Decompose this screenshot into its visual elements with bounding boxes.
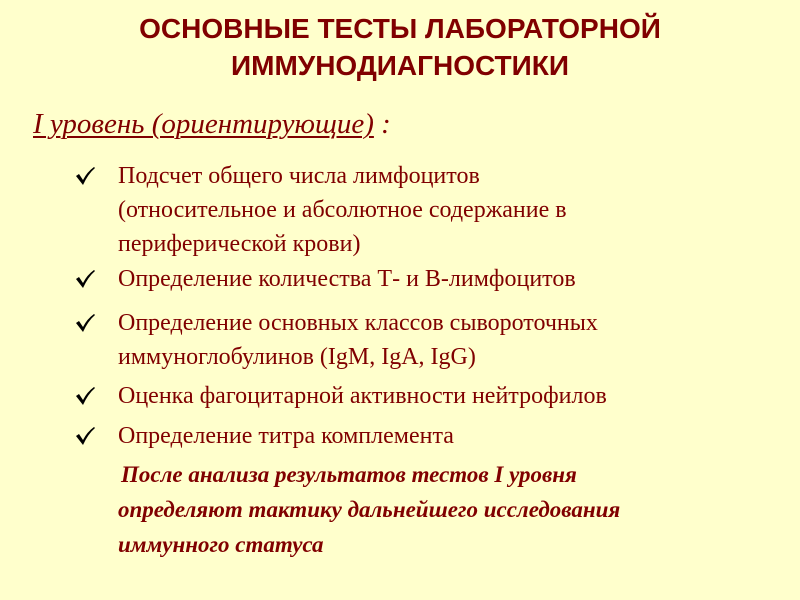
conclusion-line: иммунного статуса [118,532,324,557]
level-heading-label: I уровень (ориентирующие) [33,108,374,140]
conclusion-line: После анализа результатов тестов I уровня [121,462,577,487]
bullet-text [118,306,758,374]
bullet-text [118,419,758,453]
conclusion-line: определяют тактику дальнейшего исследования [118,497,621,522]
checkmark-icon [74,165,96,187]
bullet-line: Определение количества Т- и В-лимфоцитов [118,266,576,292]
bullet-line: (относительное и абсолютное содержание в [118,197,567,223]
checkmark-icon [74,268,96,290]
checkmark-icon [74,425,96,447]
slide-title-line-2: ИММУНОДИАГНОСТИКИ [231,50,569,81]
slide-title-line-1: ОСНОВНЫЕ ТЕСТЫ ЛАБОРАТОРНОЙ [139,13,661,44]
bullet-text [118,262,758,296]
bullet-text [118,159,758,261]
bullet-line: Определение титра комплемента [118,423,454,449]
bullet-text [118,379,758,413]
level-heading-colon: : [373,108,391,140]
checkmark-icon [74,312,96,334]
bullet-line: Определение основных классов сывороточных [118,310,598,336]
bullet-line: Оценка фагоцитарной активности нейтрофилов [118,383,607,409]
bullet-line: Подсчет общего числа лимфоцитов [118,163,480,189]
bullet-line: иммуноглобулинов (IgM, IgA, IgG) [118,344,476,370]
bullet-line: периферической крови) [118,231,361,257]
checkmark-icon [74,385,96,407]
conclusion-note [118,457,778,562]
